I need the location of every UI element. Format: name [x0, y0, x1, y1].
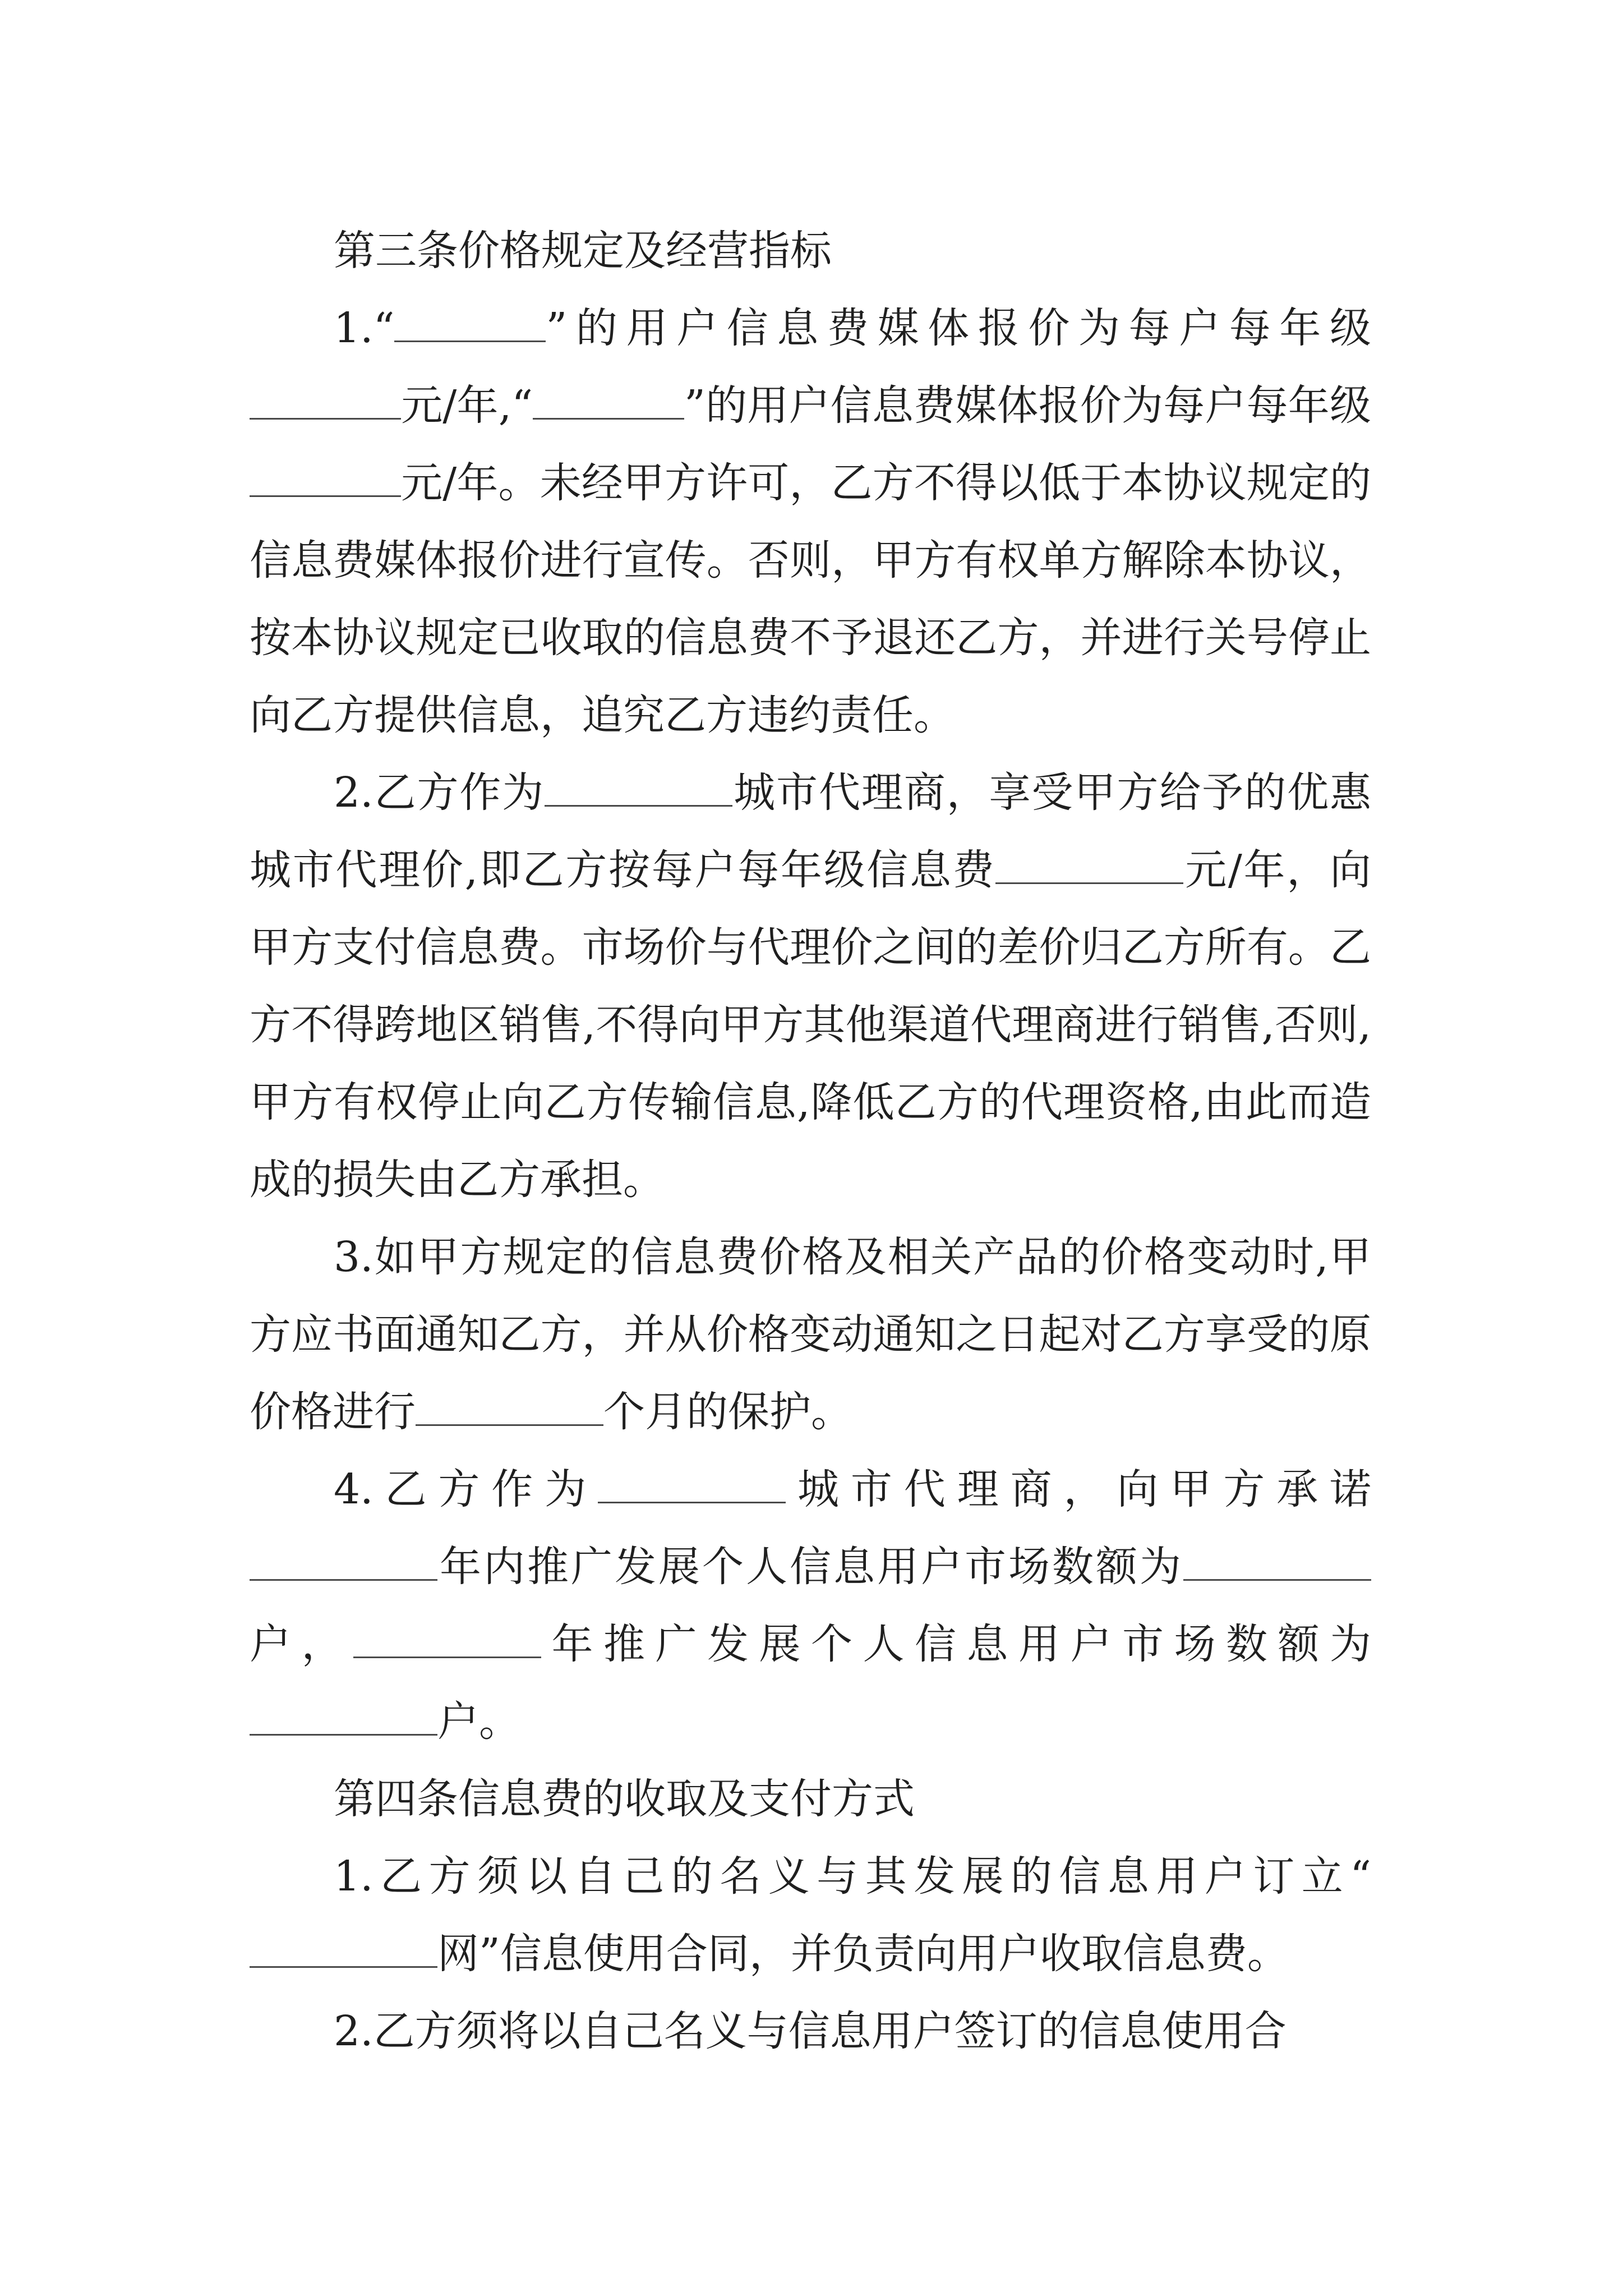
- blank-field: [394, 306, 546, 342]
- article-4-clause-2: 2.乙方须将以自己名义与信息用户签订的信息使用合: [334, 2007, 1287, 2055]
- article-3-clause-3: 3.如甲方规定的信息费价格及相关产品的价格变动时,甲方应书面通知乙方，并从价格变动通知之日起对乙方享受的原价格进行 个月的保护。: [250, 1233, 1371, 1436]
- blank-field: [250, 1544, 437, 1581]
- article-3-clause-4: 4.乙方作为 城市代理商，向甲方承诺年内推广发展个人信息用户市场数额为户， 年推广发展个人信息用户市场数额为户。: [250, 1465, 1372, 1746]
- article-4-heading: 第四条信息费的收取及支付方式: [334, 1775, 915, 1823]
- article-3-clause-2: 2.乙方作为 城市代理商，享受甲方给予的优惠城市代理价,即乙方按每户每年级信息费 元/年，向甲方支付信息费。市场价与代理价之间的差价归乙方所有。乙方不得跨地区销售,不得向甲方其他渠道代理商进行销售,否则,甲方有权停止向乙方传输信息,降低乙方的代理资格,由此而造成的损失由乙方承担。: [250, 769, 1371, 1204]
- blank-field: [250, 383, 401, 420]
- blank-field: [250, 1931, 437, 1968]
- blank-field: [353, 1622, 541, 1658]
- blank-field: [533, 383, 684, 420]
- blank-field: [416, 1389, 603, 1426]
- blank-field: [545, 770, 732, 807]
- blank-field: [995, 848, 1183, 884]
- article-4-clause-1: 1.乙方须以自己的名义与其发展的信息用户订立“网”信息使用合同，并负责向用户收取信息费。: [250, 1838, 1371, 1993]
- document-body: [250, 212, 1371, 2070]
- article-3-heading: 第三条价格规定及经营指标: [334, 227, 832, 275]
- blank-field: [250, 461, 401, 497]
- article-3-clause-1: 1.“ ”的用户信息费媒体报价为每户每年级元/年,“ ”的用户信息费媒体报价为每户每年级元/年。未经甲方许可，乙方不得以低于本协议规定的信息费媒体报价进行宣传。否则，甲方有权单方解除本协议，按本协议规定已收取的信息费不予退还乙方，并进行关号停止向乙方提供信息，追究乙方违约责任。: [250, 304, 1371, 739]
- blank-field: [1183, 1544, 1371, 1581]
- blank-field: [250, 1699, 437, 1736]
- blank-field: [598, 1467, 786, 1503]
